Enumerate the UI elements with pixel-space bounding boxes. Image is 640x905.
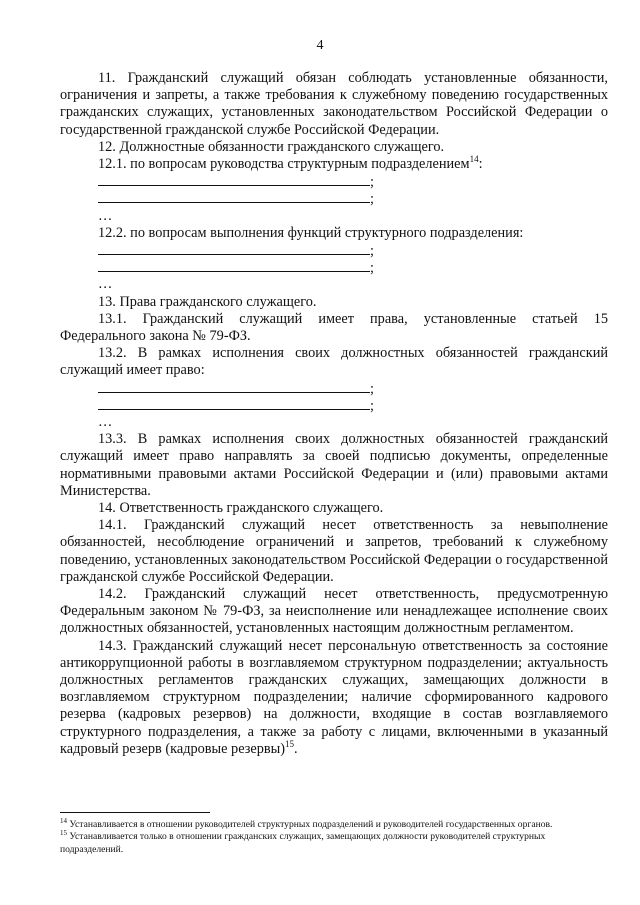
blank-line <box>60 259 608 276</box>
blank-line <box>60 397 608 414</box>
paragraph-12-1-text: 12.1. по вопросам руководства структурным подразделением <box>98 156 470 173</box>
footnote-15 <box>60 831 608 856</box>
paragraph-13-2: 13.2. В рамках исполнения своих должностных обязанностей гражданский служащий имеет право: <box>60 345 608 379</box>
footnote-14-text: Устанавливается в отношении руководителей структурных подразделений и руководителей государственных органов. <box>67 819 553 830</box>
paragraph-14-2: 14.2. Гражданский служащий несет ответственность, предусмотренную Федеральным законом № 79-ФЗ, за неисполнение или ненадлежащее исполнение своих должностных обязанностей, установленных настоящим должностным регламентом. <box>60 585 608 637</box>
footnote-ref-15: 15 <box>284 739 294 750</box>
ellipsis: … <box>98 276 114 293</box>
paragraph-14-1: 14.1. Гражданский служащий несет ответственность за невыполнение обязанностей, несоблюдение ограничений и запретов, требований к служебному поведению, установленных законодательством Российской Федерации о государственной гражданской службе Российской Федерации. <box>60 517 608 585</box>
blank-line-end: ; <box>370 242 374 259</box>
blank-line-end: ; <box>370 380 374 397</box>
blank-line <box>60 242 608 259</box>
blank-line-end: ; <box>370 260 374 277</box>
blank-line-end: ; <box>370 397 374 414</box>
footnote-15-marker: 15 <box>60 829 67 838</box>
paragraph-14-3-tail: . <box>293 740 298 757</box>
footnote-14-marker: 14 <box>60 816 67 825</box>
blank-line-end: ; <box>370 174 374 191</box>
document-body <box>60 70 608 758</box>
footnote-ref-14: 14 <box>469 154 479 165</box>
blank-line <box>60 173 608 190</box>
page-number: 4 <box>316 38 324 53</box>
footnote-14 <box>60 816 608 831</box>
paragraph-14-heading: 14. Ответственность гражданского служащего. <box>98 499 384 516</box>
paragraph-12-1 <box>60 156 608 173</box>
ellipsis: … <box>98 413 114 430</box>
fill-in-line <box>98 190 370 203</box>
paragraph-12-heading: 12. Должностные обязанности гражданского служащего. <box>98 138 445 155</box>
paragraph-11: 11. Гражданский служащий обязан соблюдать установленные обязанности, ограничения и запреты, а также требования к служебному поведению государственных гражданских служащих, установленных законодательством Российской Федерации о государственной гражданской службе Российской Федерации. <box>60 70 608 138</box>
footnote-15-text: Устанавливается только в отношении гражданских служащих, замещающих должности руководителей структурных подразделений. <box>60 831 546 855</box>
footnotes <box>60 812 608 856</box>
paragraph-12-2: 12.2. по вопросам выполнения функций структурного подразделения: <box>98 224 524 241</box>
paragraph-13-heading: 13. Права гражданского служащего. <box>98 293 317 310</box>
ellipsis: … <box>98 207 114 224</box>
paragraph-13-3: 13.3. В рамках исполнения своих должностных обязанностей гражданский служащий имеет право направлять за своей подписью документы, определенные нормативными правовыми актами Российской Федерации и (или) правовыми актами Министерства. <box>60 431 608 499</box>
fill-in-line <box>98 173 370 186</box>
blank-line-end: ; <box>370 191 374 208</box>
footnote-separator <box>60 812 210 813</box>
paragraph-12-1-tail: : <box>478 156 483 173</box>
paragraph-14-3 <box>60 638 608 758</box>
fill-in-line <box>98 380 370 393</box>
blank-line <box>60 190 608 207</box>
fill-in-line <box>98 259 370 272</box>
fill-in-line <box>98 397 370 410</box>
paragraph-14-3-text: 14.3. Гражданский служащий несет персональную ответственность за состояние антикоррупционной работы в возглавляемом структурном подразделении; актуальность должностных регламентов гражданских служащих, замещающих должности в возглавляемом структурном подразделении; наличие сформированного кадрового резерва (кадровых резервов) на должности, входящие в состав возглавляемого структурного подразделения, а также за работу с лицами, включенными в указанный кадровый резерв (кадровые резервы) <box>60 637 608 757</box>
fill-in-line <box>98 242 370 255</box>
blank-line <box>60 380 608 397</box>
paragraph-13-1: 13.1. Гражданский служащий имеет права, установленные статьей 15 Федерального закона № 79-ФЗ. <box>60 310 608 344</box>
